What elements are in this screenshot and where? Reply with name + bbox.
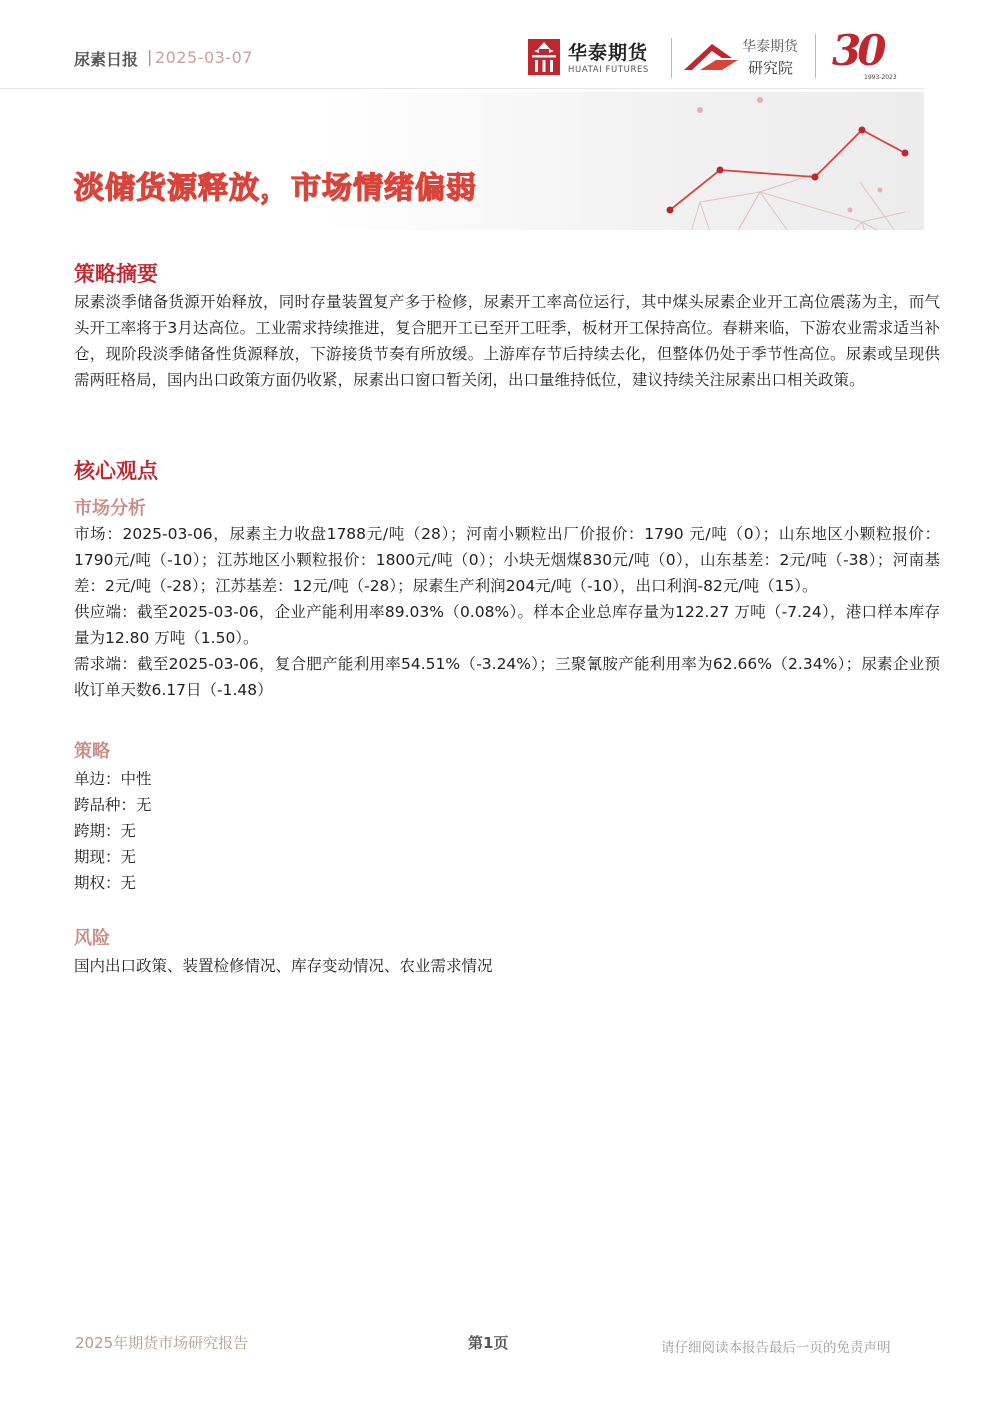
huatai-futures-logo [528,38,668,80]
strategy-item: 跨品种：无 [74,796,152,814]
risk-heading: 风险 [74,928,110,949]
report-date: 2025-03-07 [155,48,253,67]
anniversary-years: 1993-2023 [864,74,897,81]
huatai-logo-icon [528,39,560,75]
strategy-heading: 策略 [74,741,110,762]
logo-divider [671,38,672,78]
institute-line1: 华泰期货 [742,39,798,55]
strategy-item: 单边：中性 [74,770,152,788]
header-rule [0,88,924,89]
footer-report-name: 2025年期货市场研究报告 [75,1334,249,1352]
supply-paragraph: 供应端：截至2025-03-06，企业产能利用率89.03%（0.08%）。样本企业总库存量为122.27 万吨（-7.24），港口样本库存量为12.80 万吨（1.50）。 [74,603,940,647]
strategy-item: 跨期：无 [74,822,137,840]
anniversary-number: 30 [832,26,883,75]
report-title: 淡储货源释放，市场情绪偏弱 [74,171,477,206]
core-view-heading: 核心观点 [74,459,158,483]
demand-paragraph: 需求端：截至2025-03-06，复合肥产能利用率54.51%（-3.24%）；三聚氰胺产能利用率为62.66%（2.34%）；尿素企业预收订单天数6.17日（-1.48） [74,655,940,699]
report-type: 尿素日报 [74,50,139,69]
strategy-summary-body: 尿素淡季储备货源开始释放，同时存量装置复产多于检修，尿素开工率高位运行，其中煤头尿素企业开工高位震荡为主，而气头开工率将于3月达高位。工业需求持续推进，复合肥开工已至开工旺季，板材开工保持高位。春耕来临，下游农业需求适当补仓，现阶段淡季储备性货源释放，下游接货节奏有所放缓。上游库存节后持续去化，但整体仍处于季节性高位。尿素或呈现供需两旺格局，国内出口政策方面仍收紧，尿素出口窗口暂关闭，出口量维持低位，建议持续关注尿素出口相关政策。 [74,293,940,389]
page-number: 第1页 [468,1334,509,1352]
risk-body: 国内出口政策、装置检修情况、库存变动情况、农业需求情况 [74,957,493,975]
network-graphic [0,92,924,230]
logo-divider-2 [815,34,816,78]
institute-line2: 研究院 [748,59,794,77]
institute-logo [682,36,812,80]
market-paragraph: 市场：2025-03-06，尿素主力收盘1788元/吨（28）；河南小颗粒出厂价报价：1790 元/吨（0）；山东地区小颗粒报价：1790元/吨（-10）；江苏地区小颗粒报价：1800元/吨（0）；小块无烟煤830元/吨（0），山东基差：2元/吨（-38）；河南基差：2元/吨（-28）；江苏基差：12元/吨（-28）；尿素生产利润204元/吨（-10），出口利润-82元/吨（15）。 [74,525,940,595]
logo-main-en: HUATAI FUTURES [568,65,649,75]
disclaimer-note: 请仔细阅读本报告最后一页的免责声明 [661,1340,891,1356]
market-analysis-body [74,521,940,703]
strategy-summary-heading: 策略摘要 [74,262,158,286]
strategy-item: 期现：无 [74,848,137,866]
market-analysis-heading: 市场分析 [74,498,146,519]
title-banner [0,92,924,230]
anniversary-logo [830,26,910,84]
logo-main-cn: 华泰期货 [568,42,649,64]
strategy-item: 期权：无 [74,874,137,892]
institute-logo-icon [682,40,740,76]
header-separator: | [147,47,153,66]
